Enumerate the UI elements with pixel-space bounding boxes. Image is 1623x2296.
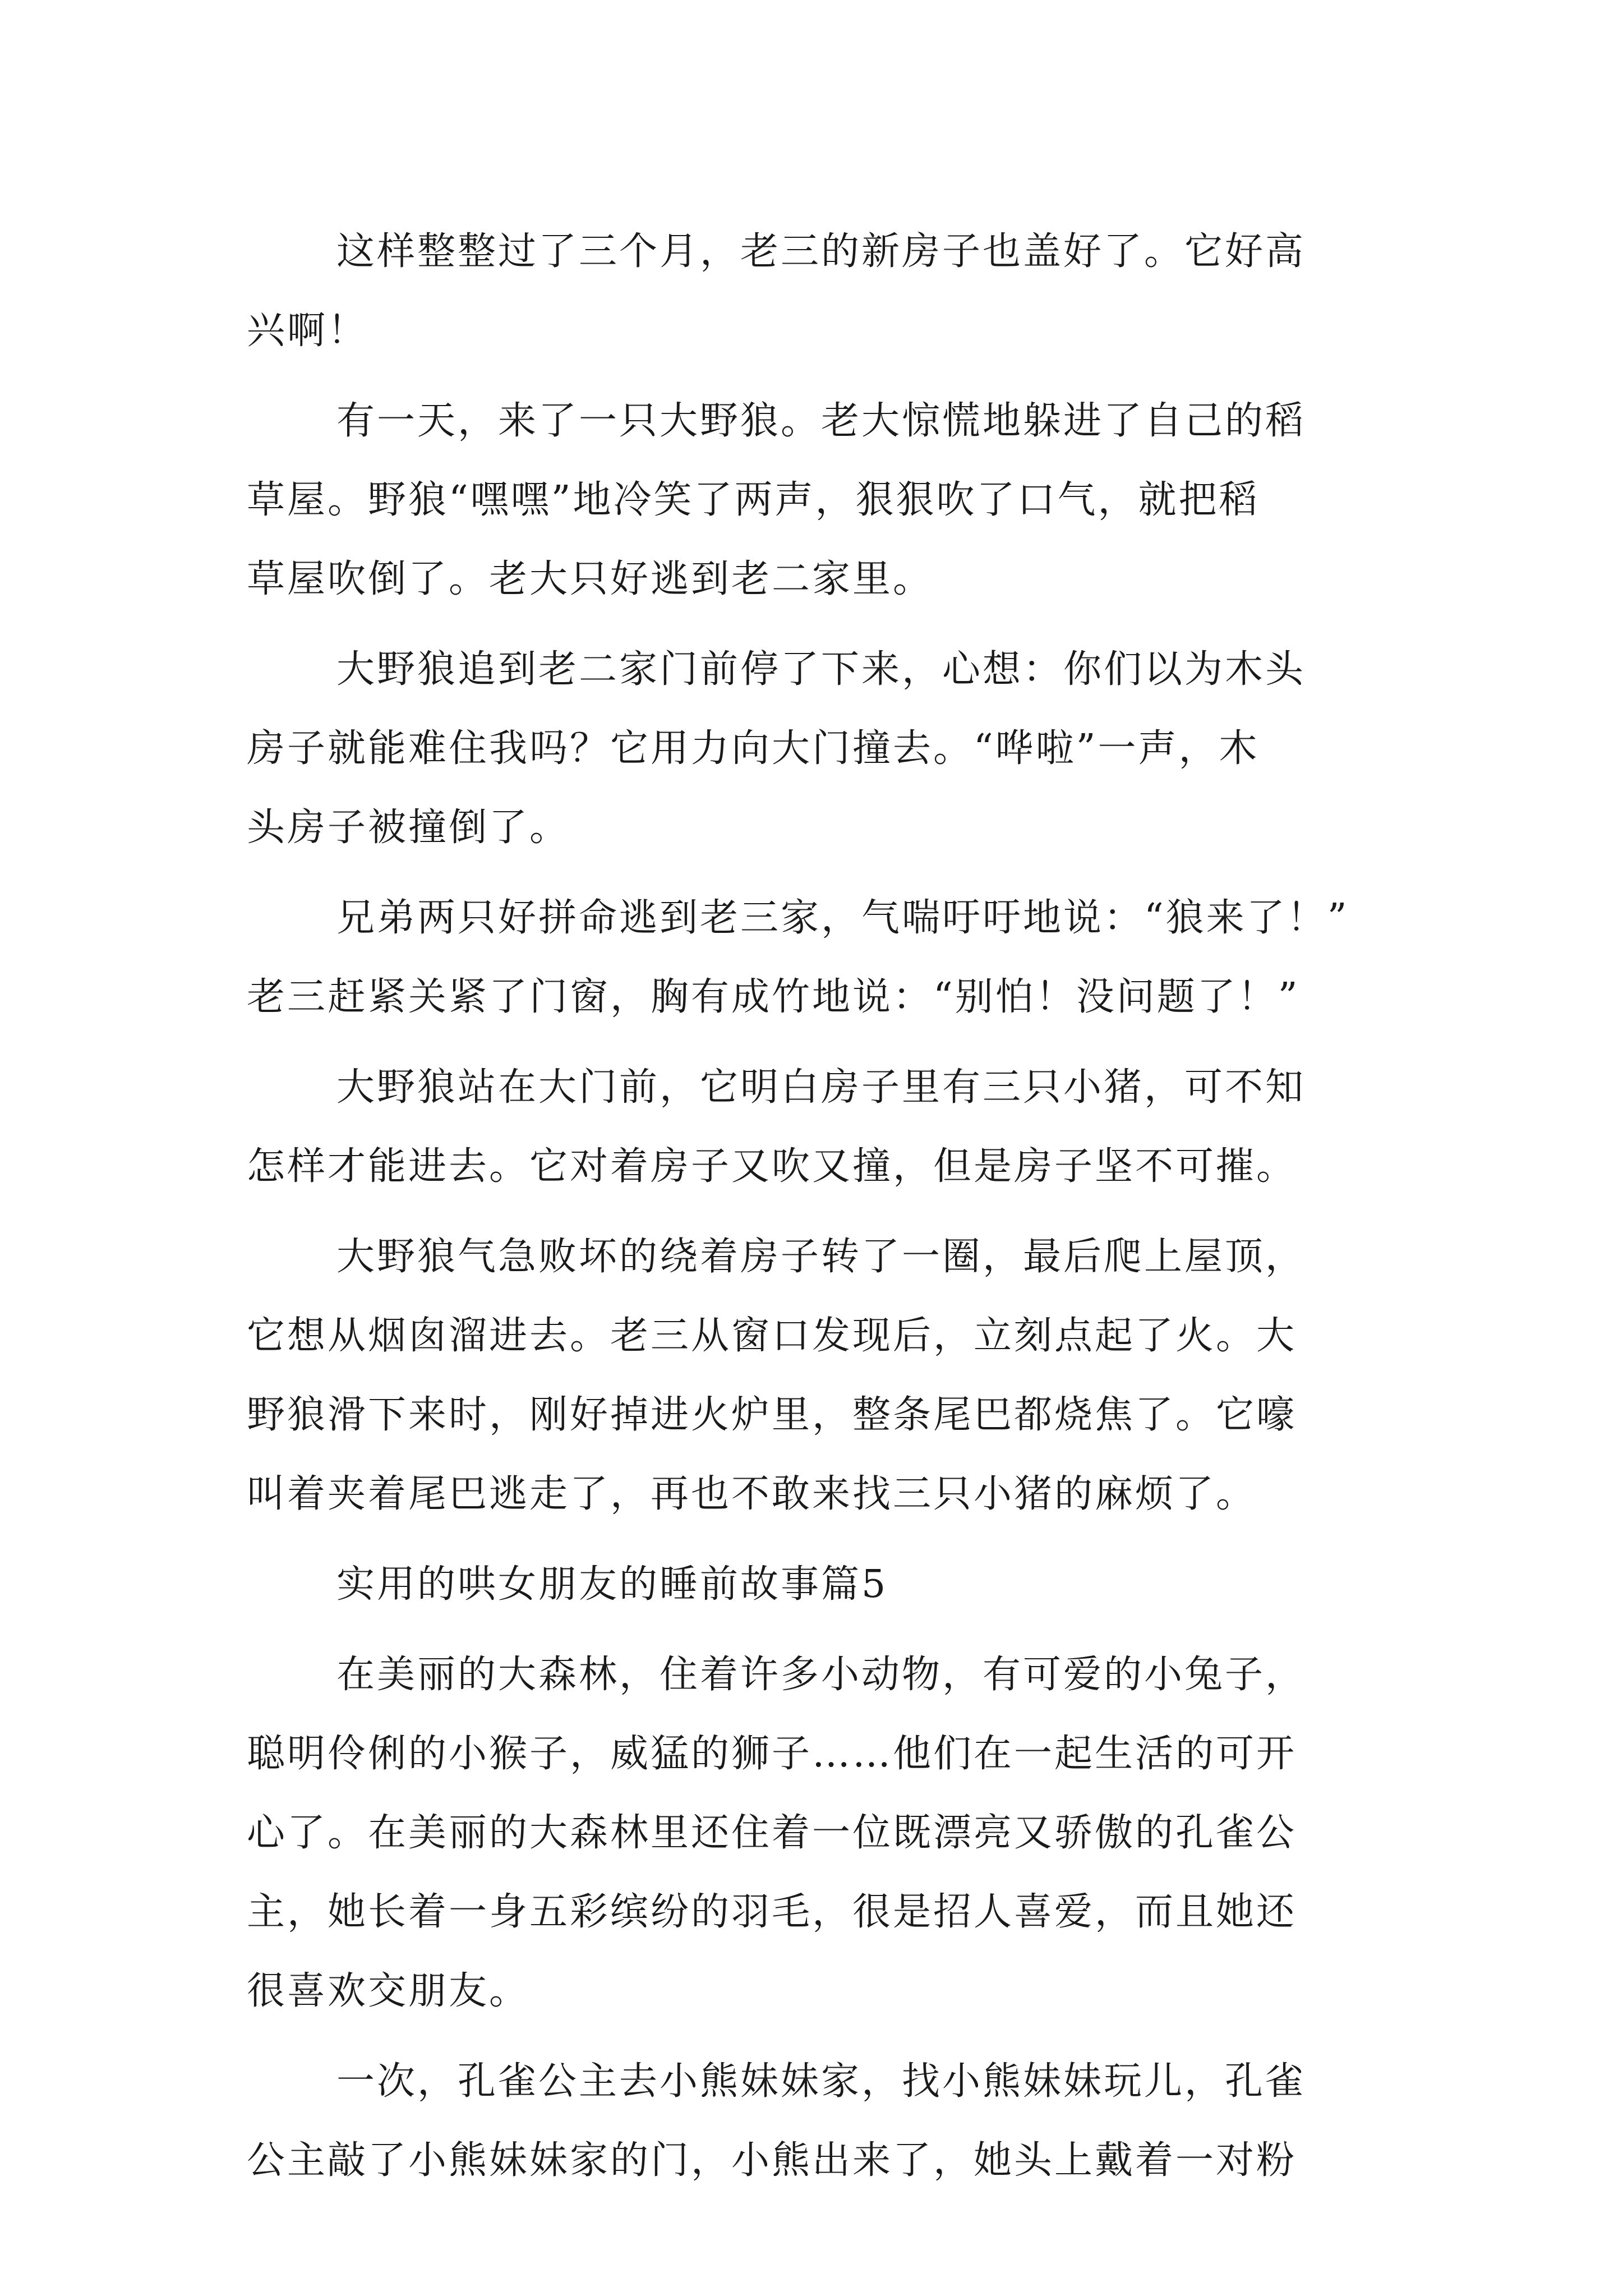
text-line: 这样整整过了三个月，老三的新房子也盖好了。它好高 <box>336 229 1306 274</box>
text-line: 草屋。野狼“嘿嘿”地冷笑了两声，狠狠吹了口气，就把稻 <box>247 478 1260 522</box>
paragraph <box>247 1635 1436 2031</box>
paragraph <box>247 630 1436 867</box>
text-line: 大野狼气急败坏的绕着房子转了一圈，最后爬上屋顶， <box>336 1235 1306 1279</box>
paragraph <box>247 878 1436 1037</box>
text-line: 叫着夹着尾巴逃走了，再也不敢来找三只小猪的麻烦了。 <box>247 1472 1257 1516</box>
paragraph <box>247 212 1436 370</box>
text-line: 聪明伶俐的小猴子，威猛的狮子……他们在一起生活的可开 <box>247 1732 1297 1776</box>
text-line: 房子就能难住我吗？它用力向大门撞去。“哗啦”一声，木 <box>247 726 1260 771</box>
text-line: 一次，孔雀公主去小熊妹妹家，找小熊妹妹玩儿，孔雀 <box>336 2059 1306 2104</box>
text-line: 大野狼站在大门前，它明白房子里有三只小猪，可不知 <box>336 1065 1306 1110</box>
text-line: 兄弟两只好拼命逃到老三家，气喘吁吁地说：“狼来了！” <box>336 896 1349 940</box>
text-line: 在美丽的大森林，住着许多小动物，有可爱的小兔子， <box>336 1653 1306 1697</box>
paragraph <box>247 1217 1436 1534</box>
paragraph <box>247 381 1436 619</box>
text-line: 它想从烟囱溜进去。老三从窗口发现后，立刻点起了火。大 <box>247 1314 1297 1358</box>
text-line: 怎样才能进去。它对着房子又吹又撞，但是房子坚不可摧。 <box>247 1144 1297 1189</box>
paragraph <box>247 1048 1436 1206</box>
text-line: 实用的哄女朋友的睡前故事篇5 <box>336 1562 888 1607</box>
paragraph <box>247 2042 1436 2200</box>
text-line: 兴啊！ <box>247 309 368 353</box>
text-line: 老三赶紧关紧了门窗，胸有成竹地说：“别怕！没问题了！” <box>247 975 1300 1019</box>
text-line: 头房子被撞倒了。 <box>247 806 570 850</box>
document-body <box>247 212 1436 2200</box>
text-line: 主，她长着一身五彩缤纷的羽毛，很是招人喜爱，而且她还 <box>247 1890 1297 1934</box>
text-line: 心了。在美丽的大森林里还住着一位既漂亮又骄傲的孔雀公 <box>247 1811 1297 1855</box>
text-line: 公主敲了小熊妹妹家的门，小熊出来了，她头上戴着一对粉 <box>247 2138 1297 2183</box>
section-heading <box>247 1545 1436 1624</box>
text-line: 有一天，来了一只大野狼。老大惊慌地躲进了自己的稻 <box>336 399 1306 443</box>
text-line: 很喜欢交朋友。 <box>247 1969 530 2013</box>
text-line: 大野狼追到老二家门前停了下来，心想：你们以为木头 <box>336 647 1306 692</box>
text-line: 野狼滑下来时，刚好掉进火炉里，整条尾巴都烧焦了。它嚎 <box>247 1393 1297 1437</box>
text-line: 草屋吹倒了。老大只好逃到老二家里。 <box>247 557 934 601</box>
